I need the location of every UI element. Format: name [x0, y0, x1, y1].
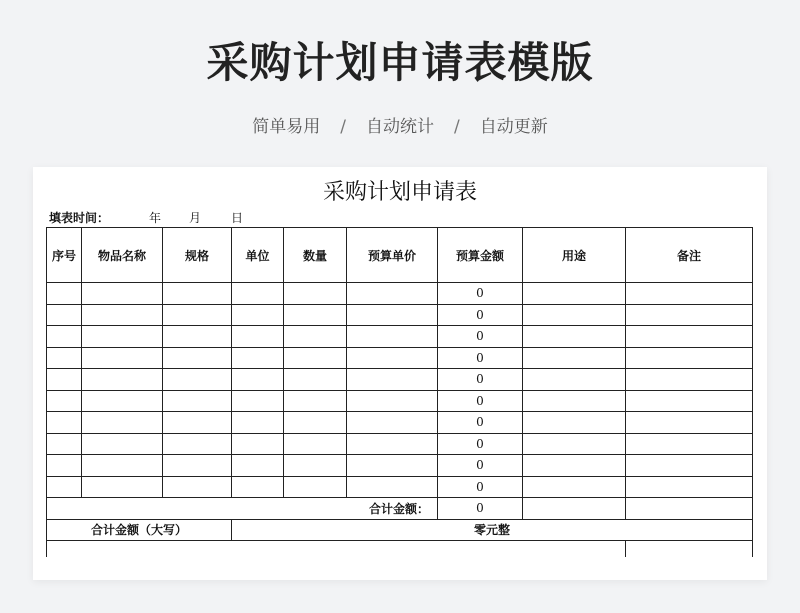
cell-index[interactable]: [47, 347, 82, 369]
table-row: [47, 412, 753, 434]
table-row: [47, 476, 753, 498]
cell-purpose[interactable]: [523, 412, 626, 434]
day-label: 日: [231, 211, 244, 225]
cell-spec[interactable]: [163, 412, 232, 434]
cell-item-name[interactable]: [82, 283, 163, 305]
cell-spec[interactable]: [163, 433, 232, 455]
cell-unit-price[interactable]: [347, 283, 438, 305]
cell-item-name[interactable]: [82, 412, 163, 434]
cell-amount[interactable]: 0: [438, 347, 523, 369]
cell-item-name[interactable]: [82, 304, 163, 326]
fill-date-line: [49, 209, 243, 226]
cell-purpose[interactable]: [523, 304, 626, 326]
blank-remark-cell[interactable]: [626, 541, 753, 558]
cell-purpose[interactable]: [523, 347, 626, 369]
feature-auto-update: 自动更新: [479, 117, 548, 137]
table-row: [47, 326, 753, 348]
cell-quantity[interactable]: [284, 283, 347, 305]
cell-purpose[interactable]: [523, 455, 626, 477]
year-label: 年: [149, 211, 162, 225]
cell-unit[interactable]: [232, 476, 284, 498]
capital-total-label: 合计金额（大写）: [47, 519, 232, 541]
cell-amount[interactable]: 0: [438, 476, 523, 498]
table-row: [47, 283, 753, 305]
cell-index[interactable]: [47, 304, 82, 326]
cell-quantity[interactable]: [284, 347, 347, 369]
cell-amount[interactable]: 0: [438, 283, 523, 305]
month-label: 月: [189, 211, 202, 225]
cell-purpose[interactable]: [523, 369, 626, 391]
cell-unit-price[interactable]: [347, 369, 438, 391]
col-header-quantity: 数量: [284, 228, 347, 283]
cell-remark[interactable]: [626, 433, 753, 455]
separator: /: [454, 117, 460, 137]
capital-total-row: [47, 519, 753, 541]
table-row: [47, 369, 753, 391]
cell-spec[interactable]: [163, 369, 232, 391]
cell-unit[interactable]: [232, 455, 284, 477]
cell-quantity[interactable]: [284, 390, 347, 412]
cell-quantity[interactable]: [284, 433, 347, 455]
cell-amount[interactable]: 0: [438, 326, 523, 348]
cell-unit[interactable]: [232, 326, 284, 348]
cell-spec[interactable]: [163, 304, 232, 326]
cell-purpose[interactable]: [523, 390, 626, 412]
cell-item-name[interactable]: [82, 369, 163, 391]
cell-spec[interactable]: [163, 476, 232, 498]
col-header-spec: 规格: [163, 228, 232, 283]
cell-remark[interactable]: [626, 326, 753, 348]
cell-spec[interactable]: [163, 390, 232, 412]
form-title: 采购计划申请表: [322, 180, 477, 205]
cell-remark[interactable]: [626, 304, 753, 326]
cell-remark[interactable]: [626, 455, 753, 477]
cell-index[interactable]: [47, 476, 82, 498]
purchase-plan-table: [46, 227, 753, 557]
cell-remark[interactable]: [626, 390, 753, 412]
cell-unit-price[interactable]: [347, 455, 438, 477]
table-row: [47, 304, 753, 326]
cell-spec[interactable]: [163, 455, 232, 477]
table-row: [47, 390, 753, 412]
cell-item-name[interactable]: [82, 326, 163, 348]
cell-spec[interactable]: [163, 347, 232, 369]
cell-unit[interactable]: [232, 433, 284, 455]
cell-unit[interactable]: [232, 412, 284, 434]
cell-amount[interactable]: 0: [438, 304, 523, 326]
fill-time-label: 填表时间：: [49, 211, 110, 225]
capital-total-value[interactable]: 零元整: [232, 519, 753, 541]
col-header-item-name: 物品名称: [82, 228, 163, 283]
cell-unit-price[interactable]: [347, 326, 438, 348]
cell-purpose[interactable]: [523, 326, 626, 348]
cell-remark[interactable]: [626, 347, 753, 369]
cell-item-name[interactable]: [82, 433, 163, 455]
cell-remark[interactable]: [626, 412, 753, 434]
total-label: 合计金额：: [47, 498, 438, 520]
blank-cell[interactable]: [47, 541, 626, 558]
cell-index[interactable]: [47, 326, 82, 348]
cell-remark[interactable]: [626, 369, 753, 391]
cell-quantity[interactable]: [284, 369, 347, 391]
feature-auto-stat: 自动统计: [366, 117, 434, 137]
cell-index[interactable]: [47, 412, 82, 434]
blank-row: [47, 541, 753, 558]
cell-unit-price[interactable]: [347, 304, 438, 326]
feature-tagline: [0, 112, 800, 137]
cell-unit[interactable]: [232, 283, 284, 305]
page-title: 采购计划申请表模版: [206, 38, 594, 87]
cell-amount[interactable]: 0: [438, 433, 523, 455]
cell-amount[interactable]: 0: [438, 455, 523, 477]
col-header-remark: 备注: [626, 228, 753, 283]
total-remark-cell[interactable]: [626, 498, 753, 520]
cell-unit[interactable]: [232, 369, 284, 391]
cell-index[interactable]: [47, 390, 82, 412]
form-sheet: [33, 167, 767, 580]
cell-unit-price[interactable]: [347, 412, 438, 434]
cell-item-name[interactable]: [82, 476, 163, 498]
cell-item-name[interactable]: [82, 347, 163, 369]
separator: /: [340, 117, 346, 137]
cell-unit[interactable]: [232, 304, 284, 326]
cell-quantity[interactable]: [284, 304, 347, 326]
cell-index[interactable]: [47, 283, 82, 305]
cell-index[interactable]: [47, 433, 82, 455]
cell-quantity[interactable]: [284, 476, 347, 498]
table-row: [47, 433, 753, 455]
col-header-purpose: 用途: [523, 228, 626, 283]
feature-easy: 简单易用: [252, 117, 321, 137]
table-row: [47, 455, 753, 477]
cell-quantity[interactable]: [284, 455, 347, 477]
cell-remark[interactable]: [626, 283, 753, 305]
cell-item-name[interactable]: [82, 455, 163, 477]
cell-quantity[interactable]: [284, 326, 347, 348]
total-row: [47, 498, 753, 520]
cell-index[interactable]: [47, 369, 82, 391]
cell-unit[interactable]: [232, 390, 284, 412]
cell-item-name[interactable]: [82, 390, 163, 412]
total-value[interactable]: 0: [438, 498, 523, 520]
cell-unit-price[interactable]: [347, 476, 438, 498]
header-row: [47, 228, 753, 283]
cell-unit-price[interactable]: [347, 433, 438, 455]
col-header-amount: 预算金额: [438, 228, 523, 283]
cell-amount[interactable]: 0: [438, 412, 523, 434]
col-header-unit-price: 预算单价: [347, 228, 438, 283]
cell-index[interactable]: [47, 455, 82, 477]
cell-quantity[interactable]: [284, 412, 347, 434]
cell-purpose[interactable]: [523, 433, 626, 455]
cell-remark[interactable]: [626, 476, 753, 498]
cell-spec[interactable]: [163, 326, 232, 348]
cell-unit-price[interactable]: [347, 390, 438, 412]
col-header-unit: 单位: [232, 228, 284, 283]
cell-spec[interactable]: [163, 283, 232, 305]
cell-purpose[interactable]: [523, 476, 626, 498]
col-header-index: 序号: [47, 228, 82, 283]
cell-unit[interactable]: [232, 347, 284, 369]
cell-purpose[interactable]: [523, 283, 626, 305]
cell-amount[interactable]: 0: [438, 390, 523, 412]
cell-unit-price[interactable]: [347, 347, 438, 369]
total-purpose-cell[interactable]: [523, 498, 626, 520]
cell-amount[interactable]: 0: [438, 369, 523, 391]
table-row: [47, 347, 753, 369]
